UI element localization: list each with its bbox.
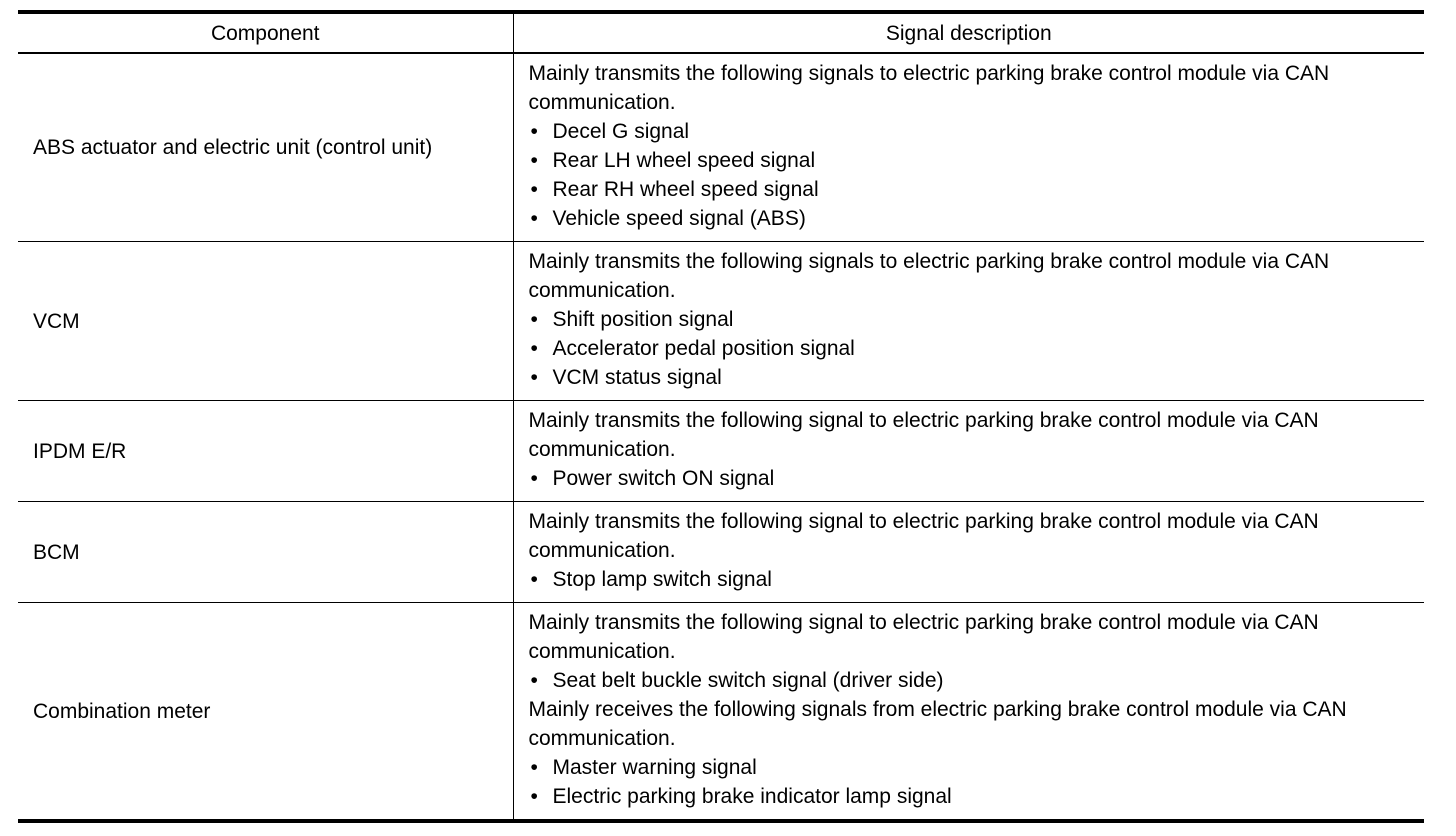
- signal-list-item: [529, 753, 1415, 782]
- signal-name: Seat belt buckle switch signal (driver side): [552, 669, 944, 692]
- signal-list-item: [529, 334, 1415, 363]
- signal-list-item: [529, 565, 1415, 594]
- signal-table: [18, 10, 1424, 823]
- signal-description-cell: [513, 53, 1424, 242]
- signal-list-item: [529, 204, 1415, 233]
- signal-name: Power switch ON signal: [552, 467, 775, 490]
- signal-list-item: [529, 117, 1415, 146]
- header-row: [18, 12, 1424, 53]
- table-row: [18, 401, 1424, 502]
- bullet-icon: •: [530, 785, 538, 808]
- bullet-icon: •: [530, 337, 538, 360]
- component-cell: ABS actuator and electric unit (control unit): [18, 53, 513, 242]
- signal-list: [529, 753, 1415, 811]
- table-header: [18, 12, 1424, 53]
- header-signal-description: Signal description: [885, 21, 1052, 45]
- bullet-icon: •: [530, 756, 538, 779]
- table-row: [18, 502, 1424, 603]
- signal-description-cell: [513, 401, 1424, 502]
- component-cell: VCM: [18, 242, 513, 401]
- signal-name: VCM status signal: [552, 366, 722, 389]
- description-paragraph: Mainly transmits the following signal to electric parking brake control module via CAN communication.: [528, 409, 1319, 461]
- signal-list: [529, 464, 1415, 493]
- signal-name: Electric parking brake indicator lamp signal: [552, 785, 952, 808]
- header-component: Component: [18, 12, 513, 53]
- description-paragraph: Mainly transmits the following signals to electric parking brake control module via CAN communication.: [528, 62, 1330, 114]
- table-row: [18, 603, 1424, 822]
- signal-list: [529, 117, 1415, 233]
- component-cell: Combination meter: [18, 603, 513, 822]
- signal-name: Vehicle speed signal (ABS): [552, 207, 806, 230]
- signal-list-item: [529, 464, 1415, 493]
- bullet-icon: •: [530, 207, 538, 230]
- signal-table-sheet: [18, 10, 1424, 823]
- signal-name: Rear RH wheel speed signal: [552, 178, 819, 201]
- bullet-icon: •: [530, 308, 538, 331]
- signal-name: Rear LH wheel speed signal: [552, 149, 816, 172]
- description-paragraph: Mainly transmits the following signal to electric parking brake control module via CAN communication.: [528, 510, 1319, 562]
- signal-list: [529, 565, 1415, 594]
- signal-list-item: [529, 363, 1415, 392]
- bullet-icon: •: [530, 568, 538, 591]
- table-row: [18, 242, 1424, 401]
- table-body: [18, 53, 1424, 821]
- signal-description-cell: [513, 502, 1424, 603]
- bullet-icon: •: [530, 669, 538, 692]
- description-paragraph: Mainly transmits the following signal to electric parking brake control module via CAN communication.: [528, 611, 1319, 663]
- signal-list-item: [529, 175, 1415, 204]
- signal-list-item: [529, 146, 1415, 175]
- signal-description-cell: [513, 242, 1424, 401]
- bullet-icon: •: [530, 366, 538, 389]
- bullet-icon: •: [530, 120, 538, 143]
- description-paragraph: Mainly transmits the following signals to electric parking brake control module via CAN communication.: [528, 250, 1330, 302]
- table-row: [18, 53, 1424, 242]
- signal-list-item: [529, 666, 1415, 695]
- signal-name: Decel G signal: [552, 120, 690, 143]
- signal-list-item: [529, 782, 1415, 811]
- bullet-icon: •: [530, 467, 538, 490]
- description-paragraph: Mainly receives the following signals from electric parking brake control module via CAN communication.: [528, 698, 1347, 750]
- bullet-icon: •: [530, 178, 538, 201]
- component-cell: IPDM E/R: [18, 401, 513, 502]
- signal-name: Shift position signal: [552, 308, 734, 331]
- signal-name: Master warning signal: [552, 756, 757, 779]
- signal-name: Stop lamp switch signal: [552, 568, 772, 591]
- signal-name: Accelerator pedal position signal: [552, 337, 855, 360]
- bullet-icon: •: [530, 149, 538, 172]
- signal-description-cell: [513, 603, 1424, 822]
- signal-list-item: [529, 305, 1415, 334]
- signal-list: [529, 666, 1415, 695]
- signal-list: [529, 305, 1415, 392]
- component-cell: BCM: [18, 502, 513, 603]
